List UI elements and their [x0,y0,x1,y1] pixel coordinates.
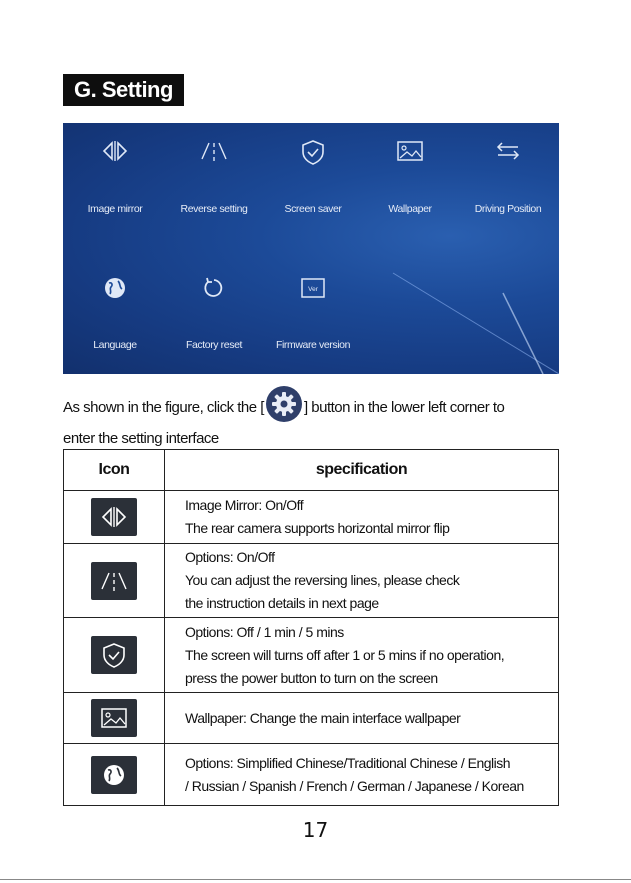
intro-text-after: ] button in the lower left corner to [303,398,505,416]
spec-line: Options: Simplified Chinese/Traditional Chinese / English [185,754,511,771]
spec-line: Options: On/Off [185,549,275,565]
intro-paragraph [63,390,563,451]
reverse-lines-icon [199,139,229,163]
tile-language[interactable] [65,259,165,359]
spec-line: Options: Off / 1 min / 5 mins [185,623,344,640]
tile-label: Language [93,339,137,351]
settings-spec-table [63,449,559,806]
swap-arrows-icon [493,139,523,163]
intro-text-line2: enter the setting interface [63,430,219,447]
shield-check-icon [298,139,328,165]
reverse-lines-icon [91,562,137,600]
header-specification: specification [165,450,559,491]
spec-line: press the power button to turn on the screen [185,669,438,686]
footer-rule [0,879,631,880]
tile-factory-reset[interactable] [164,259,264,359]
tile-label: Factory reset [185,339,243,351]
gear-icon [270,390,298,418]
tile-driving-position[interactable] [458,123,558,223]
mirror-icon [91,498,137,536]
settings-screen [63,123,559,374]
tile-label: Wallpaper [388,203,432,215]
tile-label: Firmware version [275,339,351,351]
globe-icon [91,756,137,794]
table-header-row [64,450,559,491]
spec-line: The rear camera supports horizontal mirror flip [185,520,450,536]
tile-label: Image mirror [87,203,143,215]
tile-screen-saver[interactable] [263,123,363,223]
spec-line: Wallpaper: Change the main interface wallpaper [185,709,461,726]
header-icon: Icon [64,450,165,491]
spec-line: the instruction details in next page [185,595,379,611]
tile-firmware-version[interactable] [263,259,363,359]
tile-reverse-setting[interactable] [164,123,264,223]
tile-label: Reverse setting [180,203,248,215]
spec-line: You can adjust the reversing lines, please check [185,572,460,588]
version-badge: Ver [308,286,318,293]
table-row [64,491,559,544]
spec-line: The screen will turns off after 1 or 5 mins if no operation, [185,646,505,663]
intro-text-before: As shown in the figure, click the [ [63,398,264,416]
reset-icon [199,275,229,301]
table-row [64,744,559,806]
shield-check-icon [91,636,137,674]
tile-wallpaper[interactable] [360,123,460,223]
picture-icon [395,139,425,163]
tile-label: Driving Position [474,203,542,215]
globe-icon [100,275,130,301]
table-row [64,544,559,618]
version-icon [298,275,328,301]
tile-label: Screen saver [284,203,342,215]
picture-icon [91,699,137,737]
spec-line: Image Mirror: On/Off [185,497,304,513]
mirror-icon [100,139,130,163]
section-title: G. Setting [63,74,184,106]
tile-image-mirror[interactable] [65,123,165,223]
page-number: 17 [302,818,329,842]
table-row [64,618,559,693]
settings-button-image [266,386,302,422]
spec-line: / Russian / Spanish / French / German / Japanese / Korean [185,777,524,794]
table-row [64,693,559,744]
